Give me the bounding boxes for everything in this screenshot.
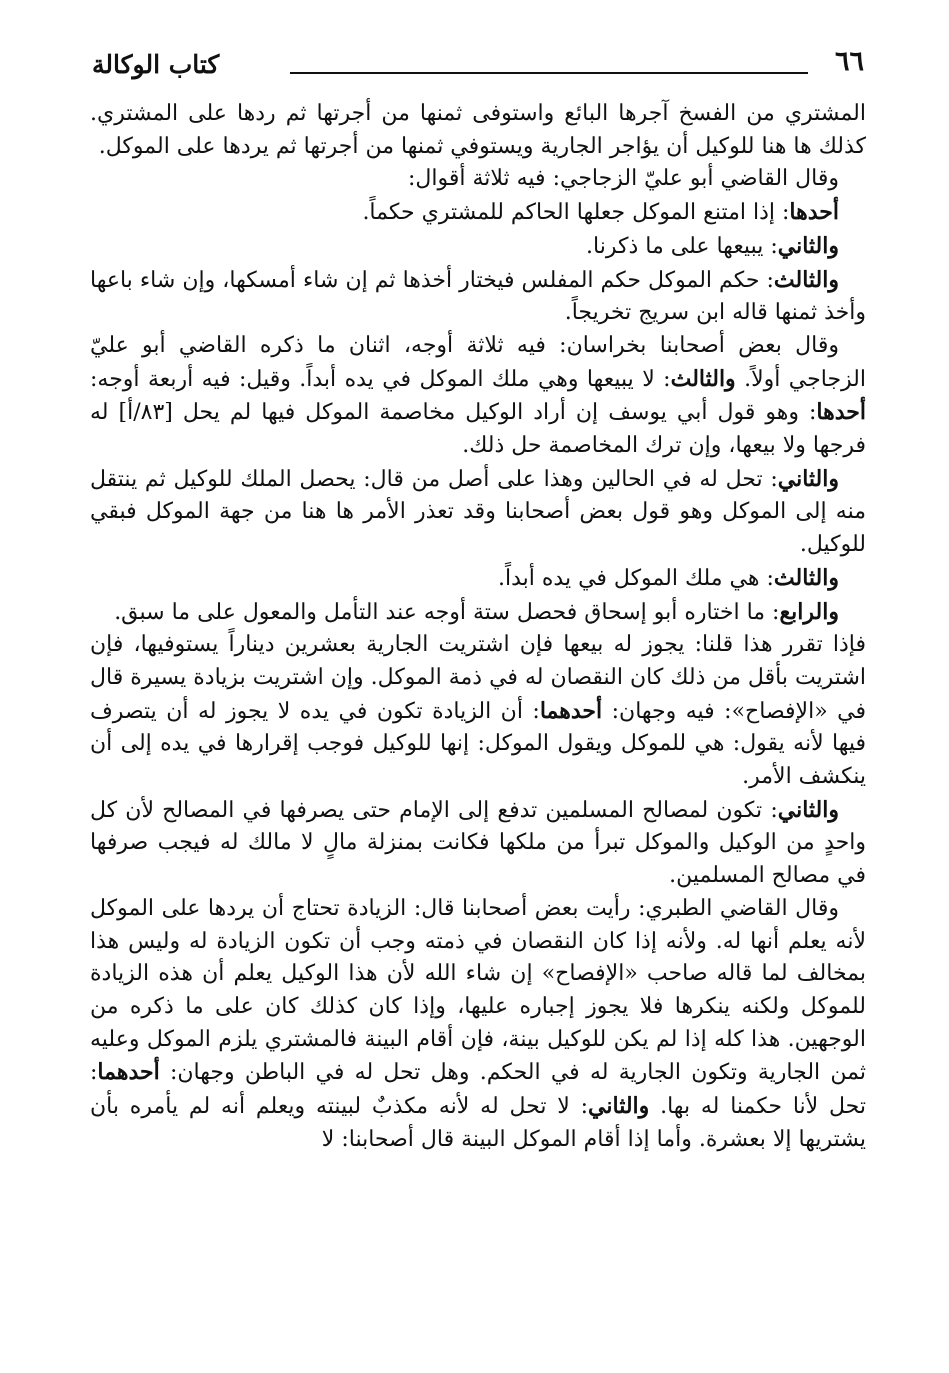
page-header [92,44,864,92]
bold-term: أحدها [816,399,866,426]
paragraph-text: : يبيعها على ما ذكرنا. [586,233,778,259]
paragraph [90,98,866,163]
bold-term: والثاني [777,232,839,259]
paragraph [90,463,866,562]
bold-term: والثالث [773,266,839,293]
paragraph [90,330,866,463]
bold-term: أحدهما [539,697,603,724]
bold-term: والرابع [779,598,839,625]
paragraph-text: : تحل لأنا حكمنا له بها. [90,1060,866,1120]
paragraph-text: : ما اختاره أبو إسحاق فحصل ستة أوجه عند التأمل والمعول على ما سبق. [114,599,780,625]
header-rule [290,72,808,74]
bold-term: والثالث [773,564,839,591]
paragraph [90,196,866,230]
paragraph-text: : إذا امتنع الموكل جعلها الحاكم للمشتري حكماً. [362,200,790,226]
body-text [90,98,866,1157]
page-number: ٦٦ [834,46,864,77]
bold-term: أحدهما [97,1059,160,1086]
paragraph [90,596,866,630]
paragraph-text: : وهو قول أبي يوسف إن أراد الوكيل مخاصمة الموكل فيها لم يحل [٨٣/أ] له فرجها ولا بيعها، وإن ترك المخاصمة حل ذلك. [90,400,866,459]
paragraph-text: المشتري من الفسخ آجرها البائع واستوفى ثمنها من أجرتها ثم ردها على المشتري. كذلك ها هنا للوكيل أن يؤاجر الجارية ويستوفي ثمنها من أجرتها ثم يردها على الموكل. [90,101,866,159]
bold-term: والثالث [670,365,736,392]
paragraph-text: : تكون لمصالح المسلمين تدفع إلى الإمام حتى يصرفها في المصالح لأن كل واحدٍ من الوكيل والموكل تبرأ من ملكها فكانت بمنزلة مالٍ لا مالك له فيجب صرفها في مصالح المسلمين. [90,797,866,889]
book-title: كتاب الوكالة [92,50,220,79]
paragraph-text: : هي ملك الموكل في يده أبداً. [498,565,774,591]
paragraph-text: : أن الزيادة تكون في يده لا يجوز له أن يتصرف فيها لأنه يقول: هي للموكل ويقول الموكل: إنها للوكيل فوجب إقرارها في يده إلى أن ينكشف الأمر. [90,698,867,790]
bold-term: والثاني [588,1093,650,1120]
bold-term: والثاني [777,465,839,492]
paragraph [90,264,866,330]
paragraph [90,794,866,893]
paragraph-text: : لا تحل له لأنه مكذبٌ لبينته ويعلم أنه لم يأمره بأن يشتريها إلا بعشرة. وأما إذا أقام الموكل البينة قال أصحابنا: لا [90,1094,866,1152]
paragraph-text: وقال القاضي أبو عليّ الزجاجي: فيه ثلاثة أقوال: [407,166,839,192]
paragraph-text: : تحل له في الحالين وهذا على أصل من قال: يحصل الملك للوكيل ثم ينتقل منه إلى الموكل وهو قول بعض أصحابنا وقد تعذر الأمر ها هنا من جهة الموكل فبقي للوكيل. [90,466,866,558]
paragraph [90,230,866,264]
paragraph-text: وقال بعض أصحابنا بخراسان: فيه ثلاثة أوجه، اثنان ما ذكره القاضي أبو عليّ الزجاجي أولاً. [90,332,866,392]
paragraph-text: : حكم الموكل حكم المفلس فيختار أخذها ثم إن شاء أمسكها، وإن شاء باعها وأخذ ثمنها قاله ابن سريج تخريجاً. [90,267,866,326]
paragraph [90,893,866,1157]
paragraph [90,629,866,794]
paragraph-text: فإذا تقرر هذا قلنا: يجوز له بيعها فإن اشتريت الجارية بعشرين ديناراً يستوفيها، فإن اشتريت بأقل من ذلك كان النقصان له في ذمة الموكل. وإن اشتريت بزيادة يسيرة قال في «الإفصاح»: فيه وجهان: [90,632,866,724]
bold-term: والثاني [777,796,839,823]
paragraph [90,163,866,196]
paragraph [90,562,866,596]
bold-term: أحدها [789,199,839,226]
paragraph-text: : لا يبيعها وهي ملك الموكل في يده أبداً. وقيل: فيه أربعة أوجه: [90,366,671,392]
paragraph-text: وقال القاضي الطبري: رأيت بعض أصحابنا قال: الزيادة تحتاج أن يردها على الموكل لأنه يعلم أنها له. ولأنه إذا كان النقصان في ذمته وجب أن تكون الزيادة له وليس هذا بمخالف لما قاله صاحب «الإفصاح» إن شاء الله لأن هذا الوكيل يعلم أن هذه الزيادة للموكل ولكنه ينكرها فلا يجوز إجباره عليها، وإذا كان كذلك كان على ما ذكره من الوجهين. هذا كله إذا لم يكن للوكيل بينة، فإن أقام البينة فالمشتري يلزم الموكل وعليه ثمن الجارية وتكون الجارية له في الحكم. وهل تحل له في الباطن وجهان: [90,895,866,1086]
